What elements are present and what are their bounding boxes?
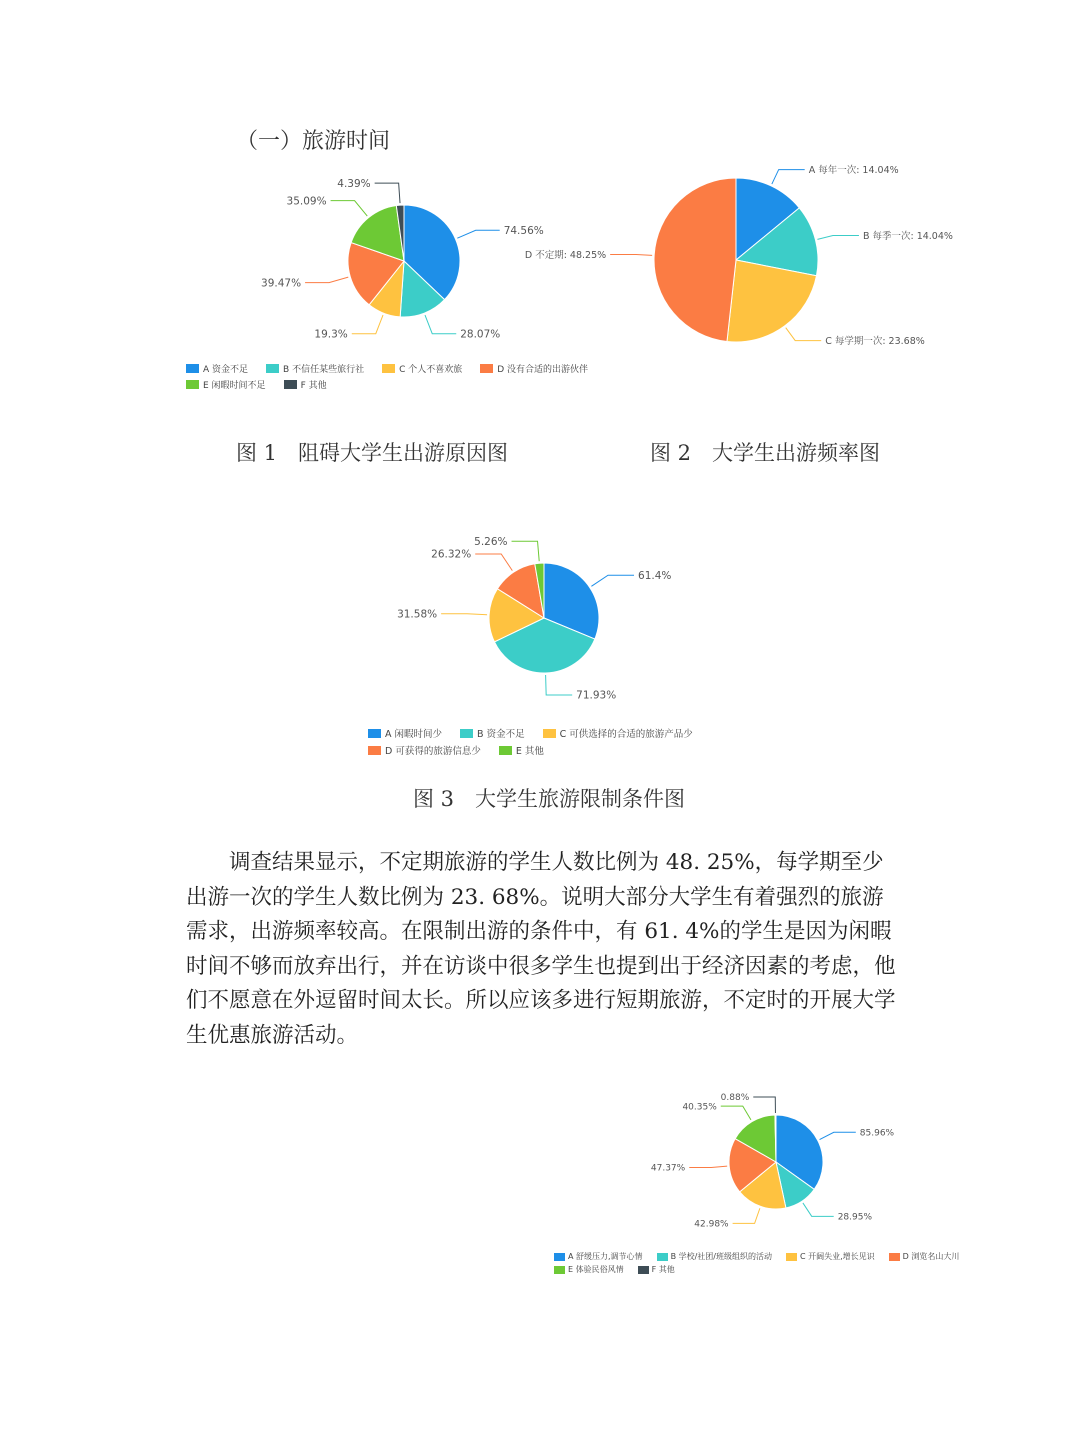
legend-swatch (657, 1253, 668, 1261)
data-label-6: 4.39% (337, 177, 371, 190)
leader-line-1 (772, 170, 805, 184)
legend-label: B 不信任某些旅行社 (283, 365, 365, 375)
leader-line-4 (475, 554, 512, 571)
legend-item--[interactable] (186, 362, 248, 375)
leader-line-3 (352, 315, 383, 334)
leader-line-2 (425, 315, 456, 334)
leader-line-4 (689, 1166, 727, 1167)
legend-label: D 浏览名山大川 (902, 1252, 960, 1261)
legend-swatch (480, 364, 493, 373)
legend-label: B 学校/社团/班级组织的活动 (670, 1252, 772, 1261)
data-label-2: B 每季一次: 14.04% (862, 230, 953, 242)
section-heading: （一）旅游时间 (236, 129, 391, 154)
legend-swatch (554, 1266, 565, 1274)
body-paragraph: 调查结果显示，不定期旅游的学生人数比例为 48. 25%，每学期至少出游一次的学生人数比例为 23. 68%。说明大部分大学生有着强烈的旅游需求，出游频率较高。在限制出游的条件中，有 61. 4%的学生是因为闲暇时间不够而放弃出行，并在访谈中很多学生也提到出于经济因素的考虑，他们不愿意在外逗留时间太长。所以应该多进行短期旅游，不定时的开展大学生优惠旅游活动。 (186, 850, 896, 1048)
legend-item--[interactable] (266, 362, 364, 375)
leader-line-4 (305, 277, 348, 283)
leader-line-3 (441, 614, 487, 615)
data-label-3: C 每学期一次: 23.68% (825, 335, 925, 347)
legend-swatch (889, 1253, 900, 1261)
legend-item--[interactable] (543, 726, 693, 740)
legend-item--[interactable] (554, 1251, 643, 1262)
legend-item--[interactable] (638, 1264, 675, 1275)
legend-item--[interactable] (786, 1251, 875, 1262)
data-label-2: 71.93% (576, 689, 617, 702)
pie-chart-motivations (646, 1086, 896, 1246)
data-label-3: 19.3% (314, 328, 348, 341)
leader-line-1 (591, 575, 634, 586)
legend-swatch (554, 1253, 565, 1261)
legend-label: A 资金不足 (203, 365, 249, 375)
legend-label: C 个人不喜欢旅 (399, 365, 463, 375)
legend-item--[interactable] (368, 726, 442, 740)
data-label-5: 5.26% (474, 535, 508, 548)
legend-constraints (368, 726, 748, 757)
legend-swatch (284, 380, 297, 389)
legend-swatch (786, 1253, 797, 1261)
legend-label: E 闲暇时间不足 (203, 381, 266, 391)
pie-slice-4 (654, 178, 736, 342)
legend-label: D 没有合适的出游伙伴 (497, 365, 589, 375)
data-label-4: 39.47% (261, 277, 302, 290)
leader-line-1 (820, 1132, 856, 1139)
legend-item--[interactable] (460, 726, 525, 740)
legend-label: D 可获得的旅游信息少 (385, 746, 481, 757)
legend-item--[interactable] (284, 378, 327, 391)
leader-line-6 (753, 1097, 775, 1113)
data-label-6: 0.88% (720, 1093, 750, 1104)
data-label-3: 31.58% (397, 608, 438, 621)
leader-line-5 (512, 541, 540, 561)
legend-label: F 其他 (300, 381, 327, 391)
legend-swatch (186, 380, 199, 389)
legend-label: E 其他 (515, 746, 544, 757)
leader-line-5 (331, 201, 368, 216)
leader-line-2 (817, 235, 859, 239)
legend-item--[interactable] (889, 1251, 960, 1262)
legend-label: C 开阔失业,增长见识 (799, 1252, 875, 1261)
legend-swatch (186, 364, 199, 373)
leader-line-1 (457, 230, 499, 238)
pie-chart-frequency (524, 156, 953, 356)
legend-label: B 资金不足 (477, 729, 525, 740)
legend-swatch (543, 729, 556, 738)
legend-obstacles (186, 362, 656, 391)
data-label-5: 40.35% (682, 1102, 717, 1113)
legend-item--[interactable] (657, 1251, 772, 1262)
legend-item--[interactable] (554, 1264, 624, 1275)
data-label-4: 47.37% (650, 1163, 686, 1174)
legend-label: F 其他 (651, 1265, 675, 1274)
figure-2-caption: 图 2 大学生出游频率图 (650, 441, 881, 465)
data-label-1: 85.96% (859, 1128, 895, 1139)
legend-swatch (266, 364, 279, 373)
data-label-4: 26.32% (431, 548, 472, 561)
legend-motivations (554, 1251, 1024, 1275)
leader-line-3 (786, 328, 821, 341)
pie-chart-constraints (384, 526, 694, 720)
legend-item--[interactable] (186, 378, 266, 391)
figure-1-caption: 图 1 阻碍大学生出游原因图 (236, 441, 509, 465)
leader-line-2 (803, 1203, 834, 1216)
legend-swatch (460, 729, 473, 738)
leader-line-5 (721, 1106, 751, 1120)
legend-swatch (499, 746, 512, 755)
legend-label: C 可供选择的合适的旅游产品少 (559, 729, 693, 740)
leader-line-2 (546, 675, 573, 695)
legend-label: A 闲暇时间少 (385, 729, 443, 740)
data-label-2: 28.07% (460, 328, 501, 341)
legend-swatch (382, 364, 395, 373)
legend-swatch (368, 746, 381, 755)
leader-line-6 (375, 183, 400, 203)
leader-line-4 (610, 254, 652, 255)
legend-swatch (368, 729, 381, 738)
data-label-1: 74.56% (503, 224, 544, 237)
pie-chart-obstacles (261, 168, 566, 358)
figure-3-caption: 图 3 大学生旅游限制条件图 (413, 787, 686, 811)
data-label-3: 42.98% (694, 1219, 729, 1230)
legend-swatch (638, 1266, 649, 1274)
legend-item--[interactable] (499, 743, 544, 757)
data-label-1: 61.4% (638, 569, 672, 582)
legend-label: A 舒缓压力,调节心情 (568, 1252, 643, 1261)
legend-item--[interactable] (480, 362, 588, 375)
data-label-1: A 每年一次: 14.04% (808, 164, 899, 176)
data-label-2: 28.95% (837, 1212, 873, 1223)
legend-item--[interactable] (368, 743, 481, 757)
data-label-4: D 不定期: 48.25% (524, 249, 607, 261)
legend-item--[interactable] (382, 362, 462, 375)
legend-label: E 体验民俗风情 (568, 1265, 624, 1274)
leader-line-3 (733, 1208, 760, 1223)
data-label-5: 35.09% (286, 195, 327, 208)
